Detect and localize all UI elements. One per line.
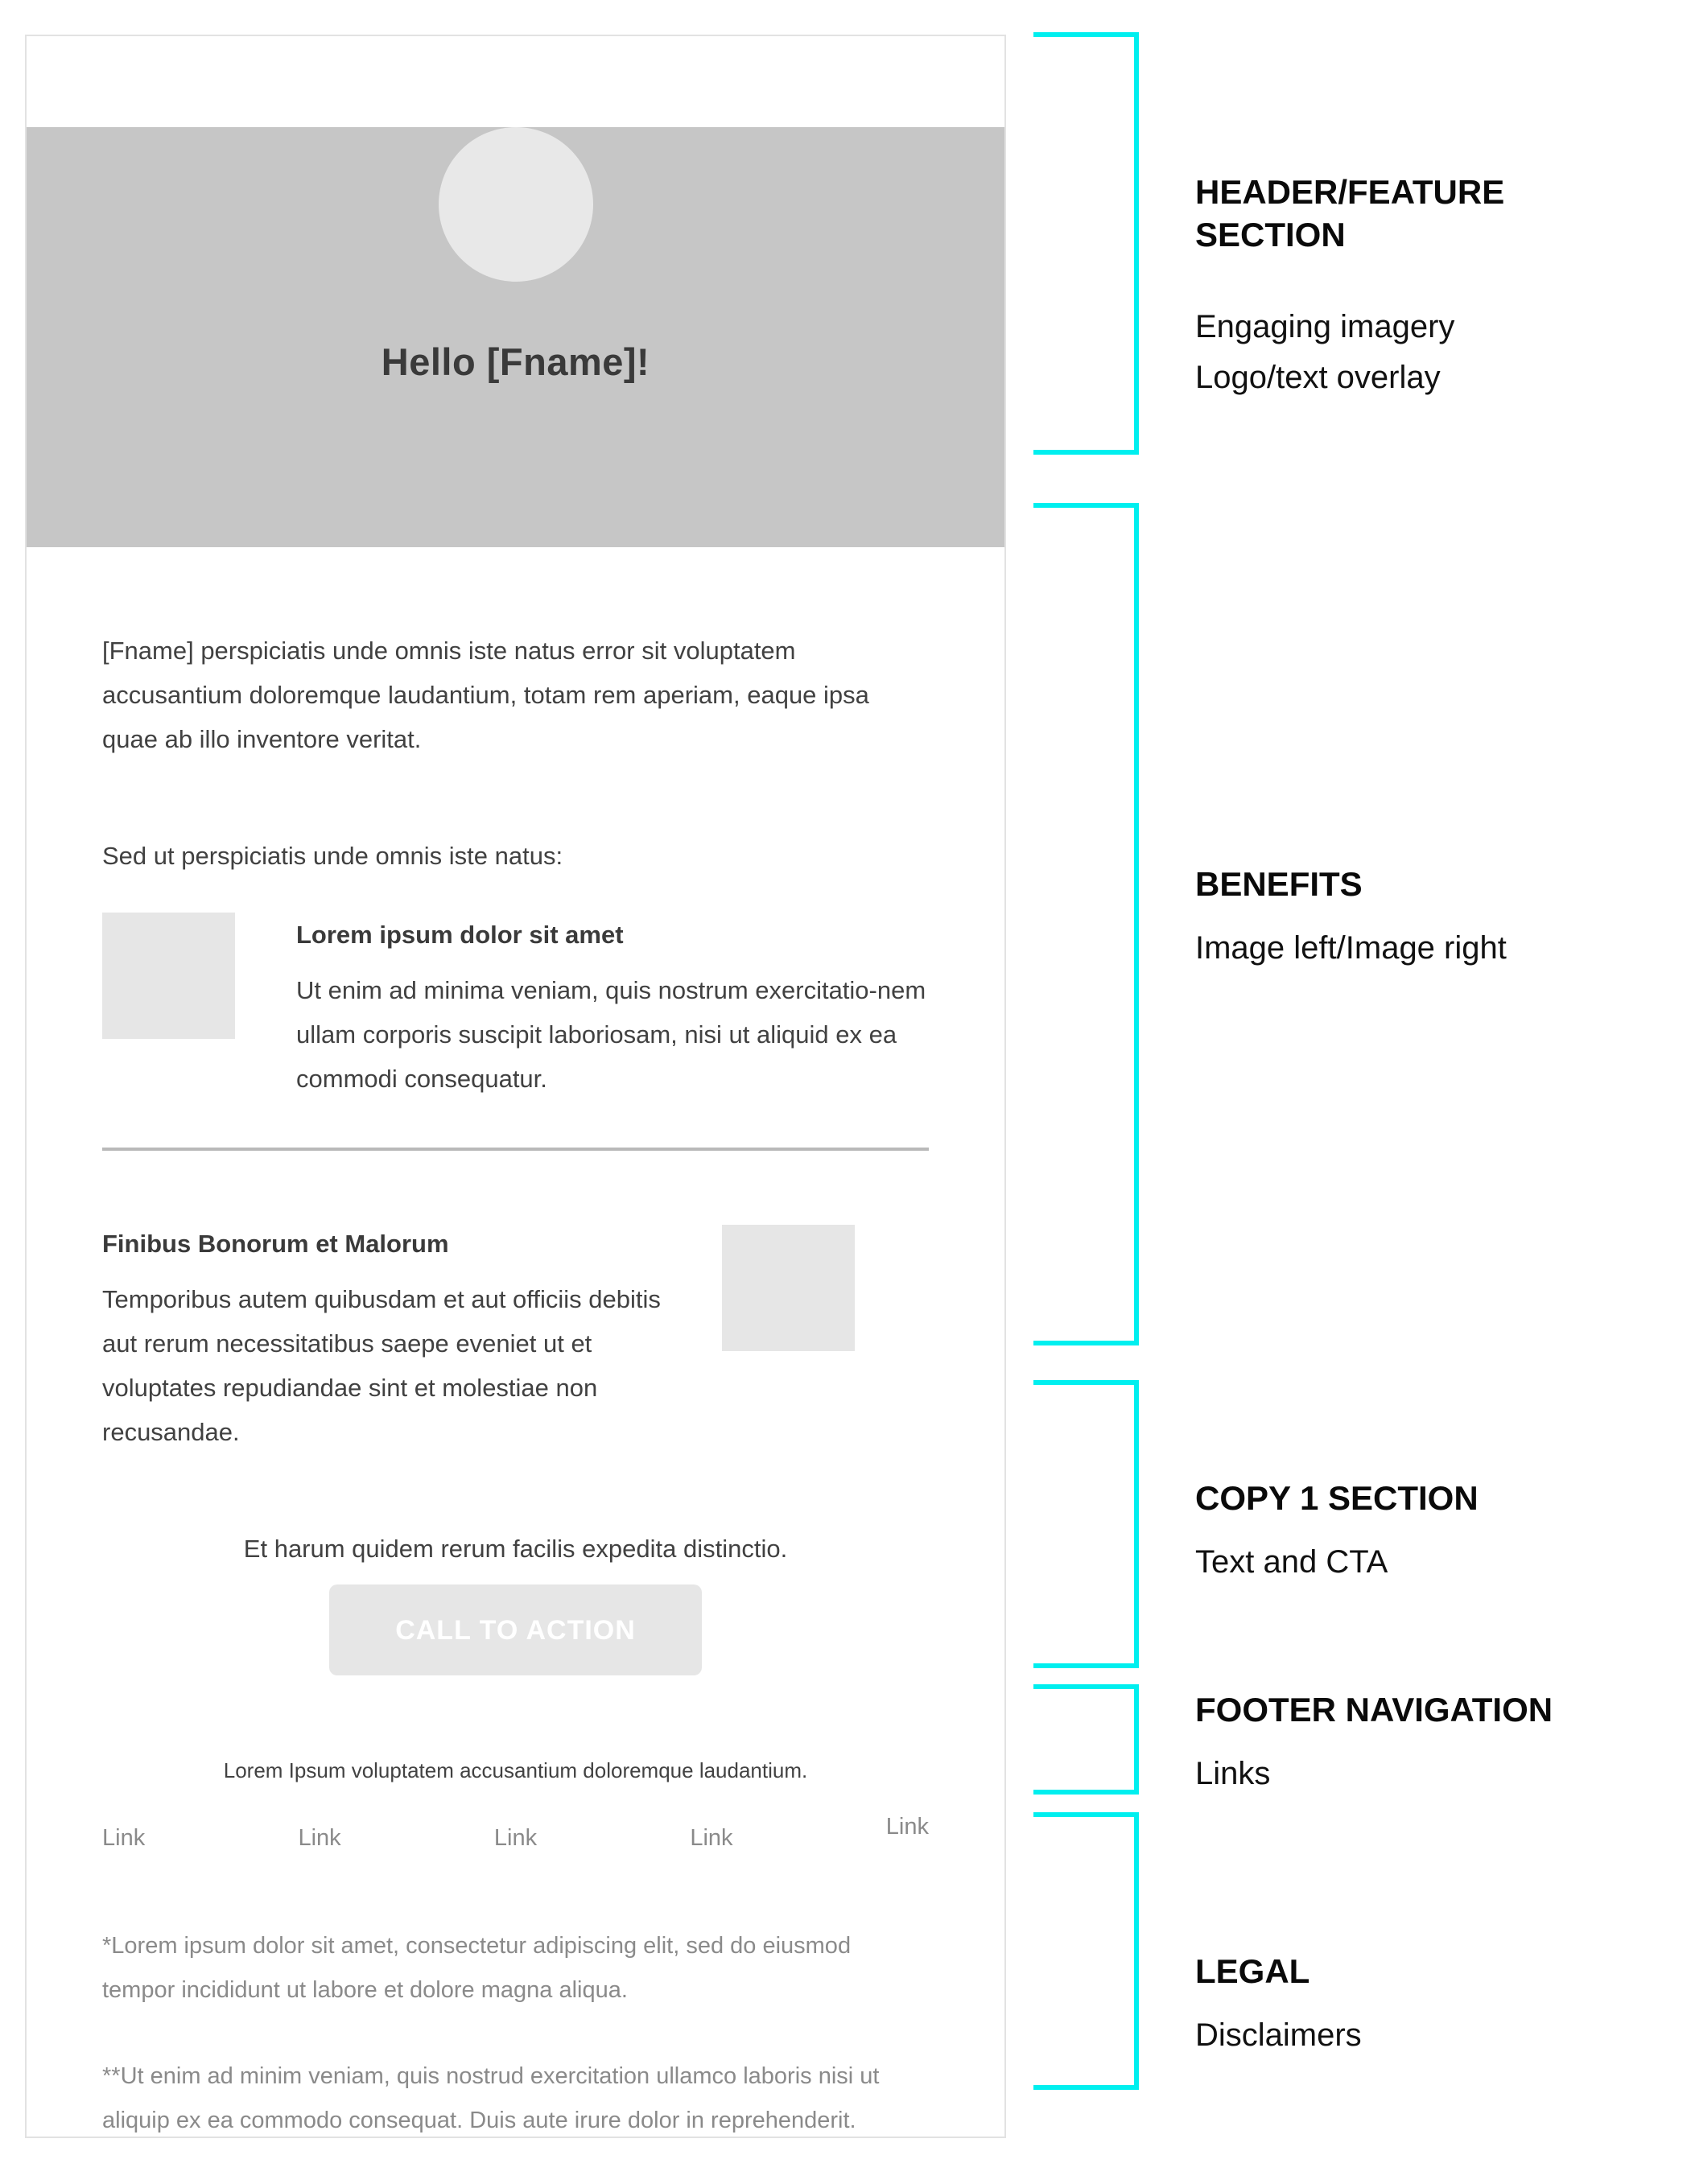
legal-disclaimer: **Ut enim ad minim veniam, quis nostrud exercitation ullamco laboris nisi ut aliquip ex ea commodo consequat. Duis aute irure dolor in reprehenderit. bbox=[102, 2063, 880, 2133]
section-bracket-legal bbox=[1033, 1812, 1139, 2090]
annotation-footer-navigation bbox=[1195, 1688, 1582, 1800]
footer-link[interactable]: Link bbox=[102, 1825, 146, 1851]
section-bracket-header bbox=[1033, 32, 1139, 455]
annotation-title: FOOTER NAVIGATION bbox=[1195, 1691, 1553, 1729]
benefit-title: Finibus Bonorum et Malorum bbox=[102, 1230, 449, 1258]
footer-link[interactable]: Link bbox=[885, 1814, 929, 1840]
email-body bbox=[27, 628, 1004, 2143]
annotation-benefits bbox=[1195, 863, 1582, 975]
legal-disclaimer: *Lorem ipsum dolor sit amet, consectetur adipiscing elit, sed do eiusmod tempor incididunt ut labore et dolore magna aliqua. bbox=[102, 1933, 852, 2003]
benefit-text bbox=[296, 913, 929, 1101]
annotation-line: Links bbox=[1195, 1756, 1271, 1792]
footer-link[interactable]: Link bbox=[493, 1825, 538, 1851]
annotation-line: Disclaimers bbox=[1195, 2017, 1362, 2054]
annotation-title: COPY 1 SECTION bbox=[1195, 1479, 1479, 1517]
annotation-title: BENEFITS bbox=[1195, 865, 1363, 903]
cta-wrapper bbox=[102, 1584, 929, 1675]
annotation-line: Logo/text overlay bbox=[1195, 359, 1441, 395]
copy1-lead-text: Et harum quidem rerum facilis expedita distinctio. bbox=[243, 1535, 788, 1563]
benefit-image-placeholder bbox=[102, 913, 235, 1039]
footer-link[interactable]: Link bbox=[690, 1825, 733, 1851]
benefit-block-image-right bbox=[102, 1225, 929, 1454]
footer-link[interactable]: Link bbox=[298, 1825, 341, 1851]
annotation-line: Engaging imagery bbox=[1195, 308, 1455, 344]
footer-navigation bbox=[102, 1814, 929, 1852]
annotation-legal bbox=[1195, 1950, 1582, 2062]
intro-lead-in: Sed ut perspiciatis unde omnis iste natus: bbox=[102, 842, 563, 870]
cta-caption-text: Lorem Ipsum voluptatem accusantium doloremque laudantium. bbox=[223, 1758, 808, 1782]
call-to-action-button[interactable]: CALL TO ACTION bbox=[329, 1584, 702, 1675]
benefit-body: Ut enim ad minima veniam, quis nostrum exercitatio-nem ullam corporis suscipit laboriosam, nisi ut aliquid ex ea commodi consequatur. bbox=[296, 976, 926, 1093]
benefit-block-image-left bbox=[102, 913, 929, 1101]
benefit-image-placeholder bbox=[722, 1225, 855, 1351]
annotation-line: Image left/Image right bbox=[1195, 930, 1507, 966]
annotation-title: HEADER/FEATURE SECTION bbox=[1195, 173, 1505, 254]
annotation-line: Text and CTA bbox=[1195, 1544, 1388, 1580]
section-divider bbox=[102, 1148, 929, 1151]
logo-circle-placeholder bbox=[439, 127, 593, 282]
greeting-text: Hello [Fname]! bbox=[381, 340, 650, 383]
section-bracket-benefits bbox=[1033, 503, 1139, 1345]
benefit-title: Lorem ipsum dolor sit amet bbox=[296, 921, 624, 949]
annotation-title: LEGAL bbox=[1195, 1952, 1310, 1990]
section-bracket-copy1 bbox=[1033, 1380, 1139, 1668]
email-container bbox=[25, 35, 1006, 2138]
benefit-body: Temporibus autem quibusdam et aut officiis debitis aut rerum necessitatibus saepe eveniet ut et voluptates repudiandae sint et molestiae non recusandae. bbox=[102, 1285, 661, 1446]
section-bracket-footer-nav bbox=[1033, 1684, 1139, 1795]
annotation-copy1-section bbox=[1195, 1477, 1582, 1589]
benefit-text bbox=[102, 1225, 690, 1454]
annotation-header-section bbox=[1195, 171, 1582, 403]
intro-paragraph: [Fname] perspiciatis unde omnis iste natus error sit voluptatem accusantium doloremque laudantium, totam rem aperiam, eaque ipsa quae ab illo inventore veritat. bbox=[102, 637, 869, 753]
header-feature-section bbox=[27, 127, 1004, 547]
